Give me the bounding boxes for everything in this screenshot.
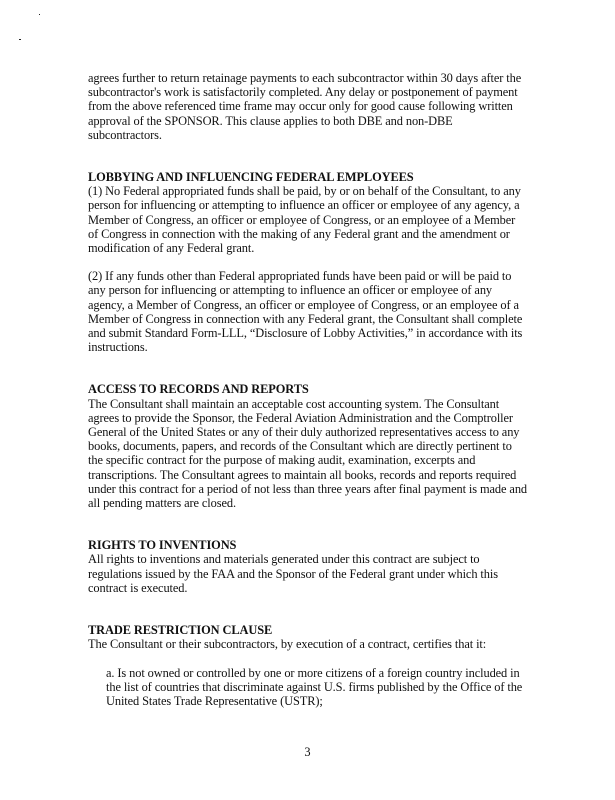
page-number: 3 xyxy=(304,745,311,759)
section-trade-restriction xyxy=(88,623,528,708)
section-access-to-records xyxy=(88,382,528,510)
section-heading: RIGHTS TO INVENTIONS xyxy=(88,538,237,553)
spacer xyxy=(88,255,528,269)
continued-paragraph: agrees further to return retainage payments to each subcontractor within 30 days after the subcontractor's work is satisfactorily completed. Any delay or postponement of payment from the above referenced time frame may occur only for good cause following written approval of the SPONSOR. This clause applies to both DBE and non-DBE subcontractors. xyxy=(88,71,522,142)
spacer xyxy=(88,595,528,623)
spacer xyxy=(88,354,528,382)
document-page xyxy=(88,71,528,708)
section-rights-to-inventions xyxy=(88,538,528,595)
list-item: a. Is not owned or controlled by one or more citizens of a foreign country included in the list of countries that discriminate against U.S. firms published by the Office of the United States Trade Representative (USTR); xyxy=(106,665,523,708)
section-heading: LOBBYING AND INFLUENCING FEDERAL EMPLOYEES xyxy=(88,170,414,185)
section-paragraph: (1) No Federal appropriated funds shall be paid, by or on behalf of the Consultant, to any person for influencing or attempting to influence an officer or employee of any agency, a Member of Congress, an officer or employee of Congress, or an employee of a Member of Congress in connection with the making of any Federal grant and the amendment or modification of any Federal grant. xyxy=(88,184,521,256)
scan-speck xyxy=(39,14,40,15)
spacer xyxy=(88,652,528,666)
section-paragraph: (2) If any funds other than Federal appropriated funds have been paid or will be paid to any person for influencing or attempting to influence an officer or employee of any agency, a Member of Congress, an officer or employee of Congress, or an employee of a Member of Congress in connection with any Federal grant, the Consultant shall complete and submit Standard Form-LLL, “Disclosure of Lobby Activities,” in accordance with its instructions. xyxy=(88,269,523,355)
section-paragraph: The Consultant or their subcontractors, by execution of a contract, certifies that it: xyxy=(88,637,487,652)
spacer xyxy=(88,142,528,170)
section-paragraph: The Consultant shall maintain an acceptable cost accounting system. The Consultant agrees to provide the Sponsor, the Federal Aviation Administration and the Comptroller General of the United States or any of their duly authorized representatives access to any books, documents, papers, and records of the Consultant which are directly pertinent to the specific contract for the purpose of making audit, examination, excerpts and transcriptions. The Consultant agrees to maintain all books, records and reports required under this contract for a period of not less than three years after final payment is made and all pending matters are closed. xyxy=(88,396,528,511)
scan-speck xyxy=(19,39,21,40)
spacer xyxy=(88,510,528,538)
section-heading: TRADE RESTRICTION CLAUSE xyxy=(88,623,273,638)
section-paragraph: All rights to inventions and materials generated under this contract are subject to regulations issued by the FAA and the Sponsor of the Federal grant under which this contract is executed. xyxy=(88,552,498,595)
section-heading: ACCESS TO RECORDS AND REPORTS xyxy=(88,382,309,397)
section-lobbying xyxy=(88,170,528,354)
